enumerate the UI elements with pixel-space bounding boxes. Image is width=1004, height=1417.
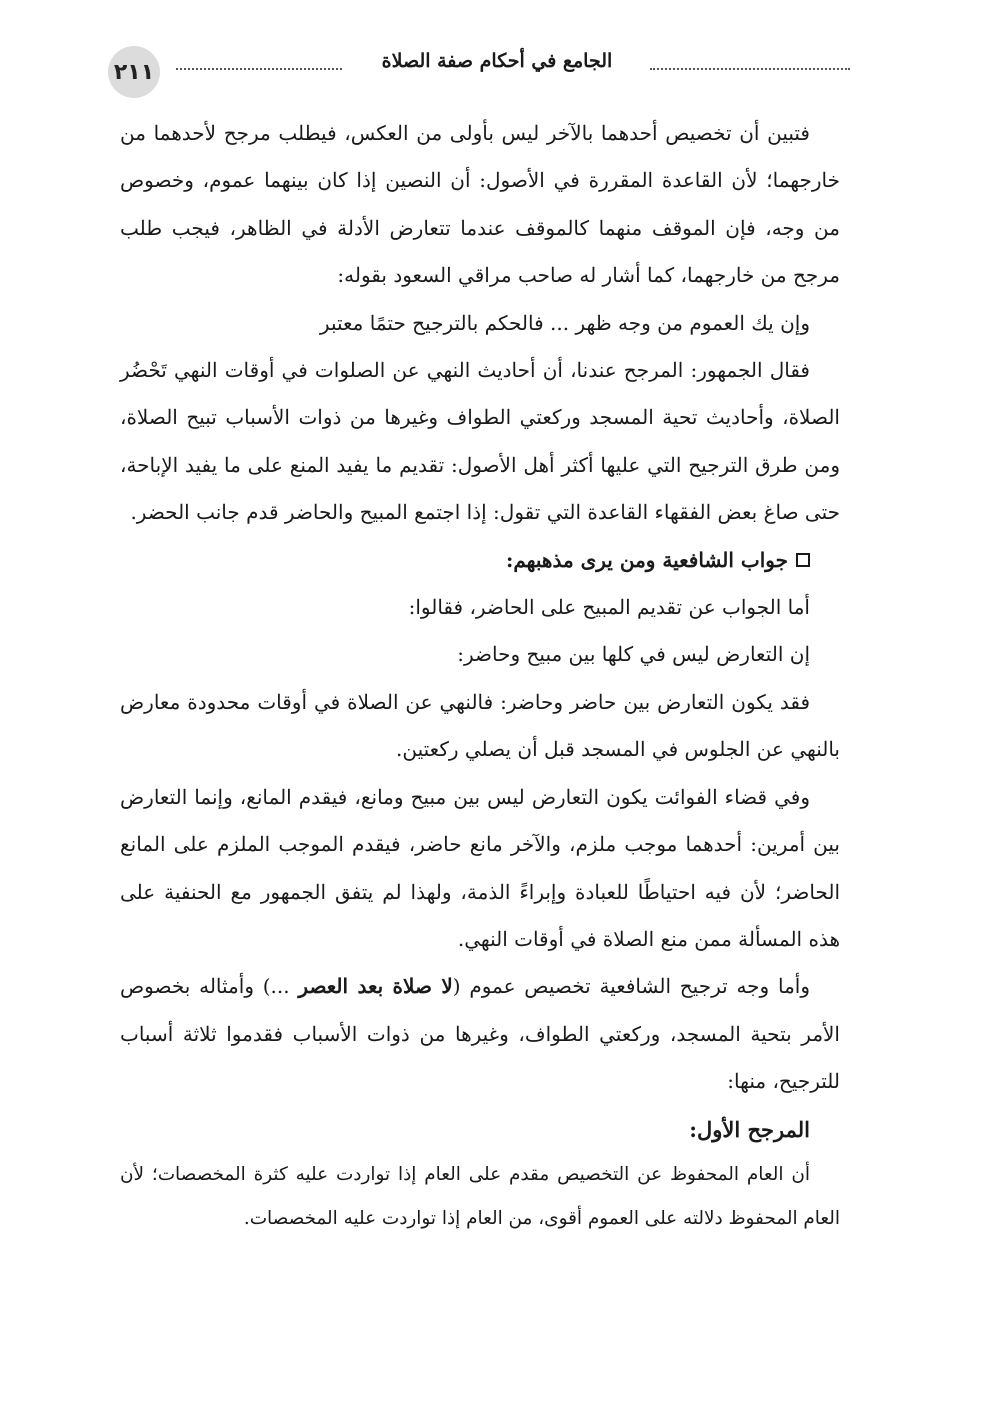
- header-divider-left: [176, 58, 342, 70]
- paragraph-4: وفي قضاء الفوائت يكون التعارض ليس بين مبيح ومانع، فيقدم المانع، وإنما التعارض بين أمرين: أحدهما موجب ملزم، والآخر مانع حاضر، فيقدم الموجب الملزم على المانع الحاضر؛ لأن فيه احتياطًا للعبادة وإبراءً الذمة، ولهذا لم يتفق الجمهور مع الحنفية على هذه المسألة ممن منع الصلاة في أوقات النهي.: [120, 784, 840, 951]
- page-number: ٢١١: [108, 46, 160, 98]
- section-heading: [120, 537, 840, 584]
- answer-intro-line: أما الجواب عن تقديم المبيح على الحاضر، فقالوا:: [408, 595, 810, 620]
- poetry-verse: وإن يك العموم من وجه ظهر ... فالحكم بالترجيح حتمًا معتبر: [319, 310, 810, 335]
- header-divider-right: [650, 58, 850, 70]
- page-body: [120, 110, 840, 1241]
- paragraph-5-start: وأما وجه ترجيح الشافعية تخصيص عموم (: [452, 974, 810, 999]
- page-header: [108, 46, 860, 98]
- running-title: الجامع في أحكام صفة الصلاة: [381, 50, 613, 72]
- paragraph-5: [120, 963, 840, 1105]
- hadith-quote: لا صلاة بعد العصر: [298, 974, 453, 999]
- paragraph-6: أن العام المحفوظ عن التخصيص مقدم على العام إذا تواردت عليه كثرة المخصصات؛ لأن العام المحفوظ دلالته على العموم أقوى، من العام إذا تواردت عليه المخصصات.: [120, 1163, 840, 1229]
- paragraph-3: فقد يكون التعارض بين حاضر وحاضر: فالنهي عن الصلاة في أوقات محدودة معارض بالنهي عن الجلوس في المسجد قبل أن يصلي ركعتين.: [120, 689, 840, 762]
- paragraph-5-end: ...) وأمثاله بخصوص الأمر بتحية المسجد، وركعتي الطواف، وغيرها من ذوات الأسباب فقدموا ثلاثة أسباب للترجيح، منها:: [120, 974, 840, 1094]
- answer-statement-line: إن التعارض ليس في كلها بين مبيح وحاضر:: [457, 642, 810, 667]
- section-heading-text: جواب الشافعية ومن يرى مذهبهم:: [505, 547, 788, 572]
- square-bullet-icon: [796, 553, 810, 567]
- paragraph-2: فقال الجمهور: المرجح عندنا، أن أحاديث النهي عن الصلوات في أوقات النهي تَحْضُر الصلاة، وأحاديث تحية المسجد وركعتي الطواف وغيرها من ذوات الأسباب تبيح الصلاة، ومن طرق الترجيح التي عليها أكثر أهل الأصول: تقديم ما يفيد المنع على ما يفيد الإباحة، حتى صاغ بعض الفقهاء القاعدة التي تقول: إذا اجتمع المبيح والحاضر قدم جانب الحضر.: [120, 358, 840, 525]
- paragraph-1: فتبين أن تخصيص أحدهما بالآخر ليس بأولى من العكس، فيطلب مرجح لأحدهما من خارجهما؛ لأن القاعدة المقررة في الأصول: أن النصين إذا كان بينهما عموم، وخصوص من وجه، فإن الموقف منهما كالموقف عندما تتعارض الأدلة في الظاهر، فيجب طلب مرجح من خارجهما، كما أشار له صاحب مراقي السعود بقوله:: [120, 121, 840, 288]
- subheading-first-preference: المرجح الأول:: [689, 1116, 810, 1142]
